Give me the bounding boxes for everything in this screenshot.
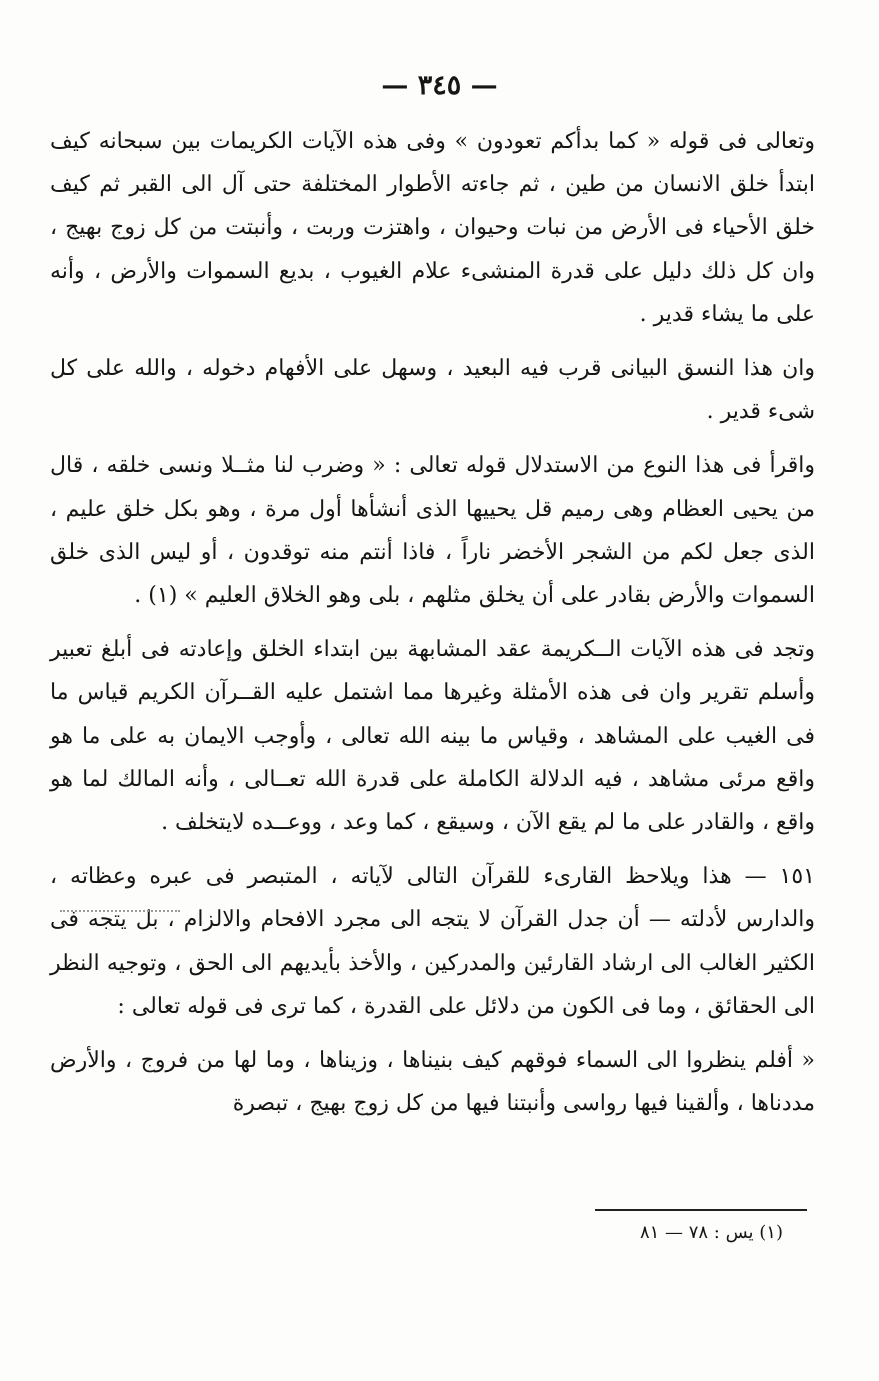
paragraph: واقرأ فى هذا النوع من الاستدلال قوله تعالى : « وضرب لنا مثــلا ونسى خلقه ، قال من يحيى العظام وهى رميم قل يحييها الذى أنشأها أول مرة ، وهو بكل خلق عليم ، الذى جعل لكم من الشجر الأخضر ناراً ، فاذا أنتم منه توقدون ، أو ليس الذى خلق السموات والأرض بقادر على أن يخلق مثلهم ، بلى وهو الخلاق العليم » (١) .: [50, 453, 815, 609]
paragraph: ١٥١ — هذا ويلاحظ القارىء للقرآن التالى لآياته ، المتبصر فى عبره وعظاته ، والدارس لأدلته — أن جدل القرآن لا يتجه الى مجرد الافحام والالزام ، بل يتجه فى الكثير الغالب الى ارشاد القارئين والمدركين ، والأخذ بأيديهم الى الحق ، وتوجيه النظر الى الحقائق ، وما فى الكون من دلائل على القدرة ، كما ترى فى قوله تعالى :: [50, 864, 815, 1019]
page-number: — ٣٤٥ —: [381, 70, 498, 101]
footnote: (١) يس : ٧٨ — ٨١: [639, 1222, 783, 1243]
section-separator: [60, 910, 180, 912]
paragraph: وتجد فى هذه الآيات الــكريمة عقد المشابهة بين ابتداء الخلق وإعادته فى أبلغ تعبير وأسلم تقرير وان فى هذه الأمثلة وغيرها مما اشتمل عليه القــرآن الكريم قياس ما فى الغيب على المشاهد ، وقياس ما بينه الله تعالى ، وأوجب الايمان به على ما هو واقع مرئى مشاهد ، فيه الدلالة الكاملة على قدرة الله تعــالى ، وأنه المالك لما هو واقع ، والقادر على ما لم يقع الآن ، وسيقع ، كما وعد ، ووعــده لايتخلف .: [50, 637, 815, 836]
paragraph: وان هذا النسق البيانى قرب فيه البعيد ، وسهل على الأفهام دخوله ، والله على كل شىء قدير .: [50, 356, 815, 425]
body-text: [50, 120, 815, 1125]
paragraph: « أفلم ينظروا الى السماء فوقهم كيف بنيناها ، وزيناها ، وما لها من فروج ، والأرض مددناها ، وألقينا فيها رواسى وأنبتنا فيها من كل زوج بهيج ، تبصرة: [50, 1048, 815, 1117]
paragraph: وتعالى فى قوله « كما بدأكم تعودون » وفى هذه الآيات الكريمات بين سبحانه كيف ابتدأ خلق الانسان من طين ، ثم جاءته الأطوار المختلفة حتى آل الى القبر ثم كيف خلق الأحياء فى الأرض من نبات وحيوان ، واهتزت وربت ، وأنبتت من كل زوج بهيج ، وان كل ذلك دليل على قدرة المنشىء علام الغيوب ، بديع السموات والأرض ، وأنه على ما يشاء قدير .: [50, 129, 815, 327]
footnote-rule: [595, 1209, 807, 1211]
